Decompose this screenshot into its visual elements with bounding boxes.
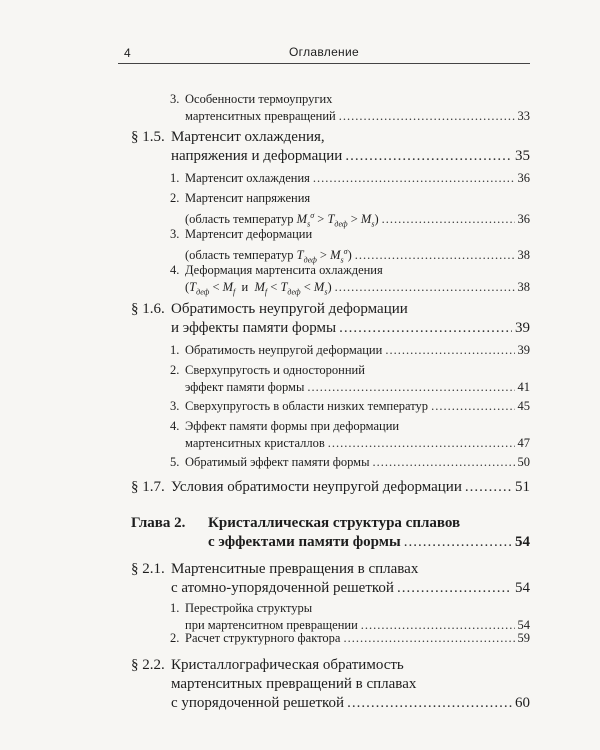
entry-number: 3. xyxy=(170,399,180,413)
entry-number: 2. xyxy=(170,631,180,645)
entry-title-line: мартенситных превращений xyxy=(185,109,336,123)
toc-chapter-entry[interactable] xyxy=(131,514,530,552)
entry-page: 50 xyxy=(517,455,530,469)
entry-number: 4. xyxy=(170,419,180,433)
leader-dots xyxy=(404,533,512,552)
entry-page: 35 xyxy=(515,148,530,164)
entry-title-line: Мартенсит охлаждения, xyxy=(171,129,325,145)
entry-page: 51 xyxy=(515,479,530,495)
entry-page: 54 xyxy=(517,618,530,632)
chapter-title-line: с эффектами памяти формы xyxy=(208,534,401,550)
entry-page: 36 xyxy=(517,212,530,227)
header-title: Оглавление xyxy=(289,45,359,59)
entry-title-line: с упорядоченной решеткой xyxy=(171,695,345,711)
entry-page: 33 xyxy=(517,109,530,123)
leader-dots xyxy=(339,108,515,125)
entry-number: 2. xyxy=(170,363,180,377)
entry-page: 45 xyxy=(517,399,530,413)
entry-number: § 1.7. xyxy=(131,479,165,495)
entry-title-line: Сверхупругость и односторонний xyxy=(185,363,365,377)
entry-title-line: Деформация мартенсита охлаждения xyxy=(185,263,383,277)
entry-title-line: (область температур $T_{деф} > M_s^\sigma$) xyxy=(185,247,352,265)
entry-page: 38 xyxy=(517,280,530,294)
leader-dots xyxy=(347,694,512,713)
leader-dots xyxy=(465,478,512,497)
leader-dots xyxy=(328,435,515,452)
entry-number: 3. xyxy=(170,227,180,241)
entry-page: 59 xyxy=(517,631,530,645)
entry-page: 54 xyxy=(515,534,530,550)
entry-title-line: Мартенситные превращения в сплавах xyxy=(171,561,419,577)
entry-number: § 2.1. xyxy=(131,561,165,577)
leader-dots xyxy=(385,342,514,359)
entry-number: § 1.6. xyxy=(131,301,165,317)
entry-title-line: Мартенсит напряжения xyxy=(185,191,311,205)
toc-entry[interactable] xyxy=(170,262,530,301)
entry-title-line: Эффект памяти формы при деформации xyxy=(185,419,400,433)
entry-number: 3. xyxy=(170,92,180,106)
entry-title-line: Мартенсит деформации xyxy=(185,227,313,241)
entry-number: 4. xyxy=(170,263,180,277)
toc-entry[interactable] xyxy=(131,128,530,166)
leader-dots xyxy=(313,170,515,187)
entry-title-line: Обратимость неупругой деформации xyxy=(185,343,383,357)
entry-number: 1. xyxy=(170,171,180,185)
toc-entry[interactable] xyxy=(170,91,530,125)
leader-dots xyxy=(343,630,514,647)
entry-title-line: мартенситных кристаллов xyxy=(185,436,325,450)
entry-number: § 2.2. xyxy=(131,657,165,673)
entry-title-line: с атомно-упорядоченной решеткой xyxy=(171,580,394,596)
entry-page: 60 xyxy=(515,695,530,711)
entry-title-line: Особенности термоупругих xyxy=(185,92,333,106)
entry-title-line: Кристаллографическая обратимость xyxy=(171,657,404,673)
entry-number: 1. xyxy=(170,601,180,615)
leader-dots xyxy=(345,147,512,166)
toc-entry[interactable] xyxy=(170,418,530,452)
page-number: 4 xyxy=(124,46,131,60)
entry-title-line: Сверхупругость в области низких температур xyxy=(185,399,429,413)
toc-entry[interactable] xyxy=(131,560,530,598)
chapter-number: Глава 2. xyxy=(131,515,186,531)
entry-page: 54 xyxy=(515,580,530,596)
entry-page: 41 xyxy=(517,380,530,394)
entry-number: 2. xyxy=(170,191,180,205)
entry-page: 39 xyxy=(517,343,530,357)
entry-title-line: (область температур $M_s^\sigma > T_{деф} > M_s$) xyxy=(185,211,379,229)
entry-title-line: и эффекты памяти формы xyxy=(171,320,337,336)
entry-title-line: Мартенсит охлаждения xyxy=(185,171,310,185)
leader-dots xyxy=(307,379,514,396)
toc-entry[interactable] xyxy=(170,630,530,647)
entry-title-line: Обратимый эффект памяти формы xyxy=(185,455,370,469)
chapter-title-line: Кристаллическая структура сплавов xyxy=(208,515,461,531)
entry-title-line: мартенситных превращений в сплавах xyxy=(171,676,417,692)
toc-entry[interactable] xyxy=(170,342,530,359)
entry-title-line: Перестройка структуры xyxy=(185,601,313,615)
entry-page: 38 xyxy=(517,248,530,263)
leader-dots xyxy=(397,579,512,598)
entry-title-line: напряжения и деформации xyxy=(171,148,343,164)
toc-entry[interactable] xyxy=(131,478,530,497)
entry-number: § 1.5. xyxy=(131,129,165,145)
leader-dots xyxy=(373,454,515,471)
leader-dots xyxy=(335,279,515,296)
toc-entry[interactable] xyxy=(131,300,530,338)
toc-entry[interactable] xyxy=(170,454,530,471)
entry-title-line: Условия обратимости неупругой деформации xyxy=(171,479,462,495)
entry-page: 36 xyxy=(517,171,530,185)
toc-entry[interactable] xyxy=(170,398,530,415)
leader-dots xyxy=(339,319,512,338)
entry-number: 1. xyxy=(170,343,180,357)
toc-entry[interactable] xyxy=(131,656,530,713)
entry-title-line: эффект памяти формы xyxy=(185,380,305,394)
entry-title-line: Обратимость неупругой деформации xyxy=(171,301,408,317)
entry-title-line: Расчет структурного фактора xyxy=(185,631,341,645)
entry-title-line: ($T_{деф} < M_f$ и $M_f < T_{деф} < M_s$) xyxy=(185,280,332,297)
toc-entry[interactable] xyxy=(170,362,530,396)
toc-entry[interactable] xyxy=(170,170,530,187)
entry-page: 47 xyxy=(517,436,530,450)
entry-title-line: при мартенситном превращении xyxy=(185,618,358,632)
toc-entry[interactable] xyxy=(170,600,530,634)
entry-page: 39 xyxy=(515,320,530,336)
entry-number: 5. xyxy=(170,455,180,469)
leader-dots xyxy=(431,398,514,415)
